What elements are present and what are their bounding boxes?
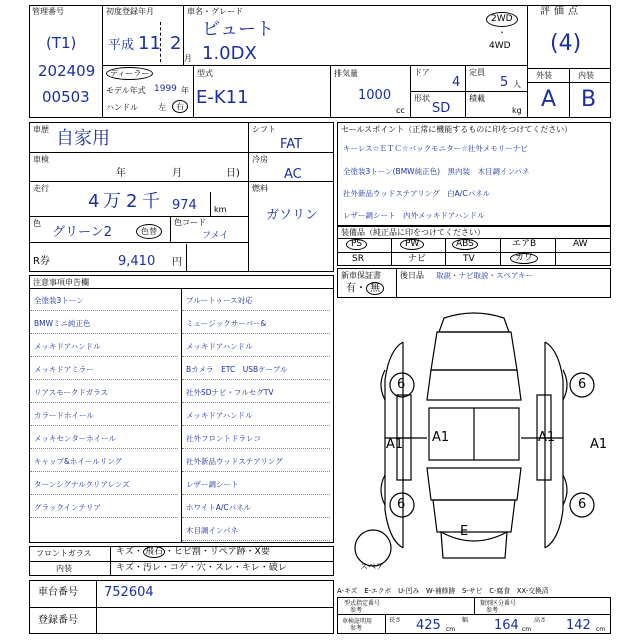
- mileage-v1: 4: [88, 191, 100, 212]
- cap-value: 5: [500, 75, 509, 90]
- equip-navi: ナビ: [408, 254, 427, 264]
- note-item: メッキドアハンドル: [186, 411, 253, 420]
- sales-label: セールスポイント（正常に機能するものに印をつけてください）: [341, 125, 573, 134]
- shift-label: シフト: [252, 125, 276, 134]
- drive-2wd: 2WD: [486, 12, 518, 27]
- dims-width-label: 幅: [462, 617, 469, 624]
- sales-line-2: 全塗装3トーン(BMW純正色) 黒内装 木目調インパネ: [343, 167, 530, 176]
- damage-legend: A-キズ E-エクボ U-凹み W-補修跡 S-サビ C-腐食 XX-交換済: [337, 587, 549, 595]
- sales-line-1: キーレス☆ＥＴＣ☆バックモニター☆社外メモリーナビ: [343, 144, 528, 153]
- reg-month-unit: 月: [184, 54, 192, 63]
- inspection-day: 日): [226, 168, 240, 179]
- car-diagram: [337, 300, 611, 585]
- spare-label: スペア: [360, 562, 384, 571]
- top-header-frame: [29, 5, 611, 118]
- door-label: ドア: [414, 68, 430, 77]
- model-year: 1999: [154, 84, 177, 94]
- aftermarket-value: 取説・ナビ取説・スペアキー: [436, 271, 534, 280]
- mgmt-code: (T1): [46, 34, 77, 52]
- note-item: グラックインテリア: [34, 503, 101, 512]
- sales-line-3: 社外新品ウッドステアリング 白A/Cパネル: [343, 189, 491, 198]
- note-item: カラードホイール: [34, 411, 94, 420]
- load-label: 積載: [469, 94, 485, 103]
- equip-airbag: エアB: [512, 239, 537, 249]
- door-value: 4: [452, 75, 461, 90]
- dims-height: 142: [566, 618, 591, 633]
- dims-ref-label-1: 参考: [350, 607, 363, 614]
- mark-trunk: E: [460, 524, 469, 539]
- rating-label: 評価点: [540, 6, 582, 17]
- recycle-unit: 円: [172, 257, 182, 268]
- dealer-label: [106, 69, 153, 78]
- mark-front-left: 6: [397, 377, 406, 392]
- chassis-value: 752604: [104, 585, 154, 600]
- dims-class-label: 類別区分番号: [480, 600, 517, 607]
- rating-ext-label: 外装: [536, 71, 552, 80]
- note-item: ミュージックサーバー&: [186, 319, 267, 328]
- regnum-label: 登録番号: [38, 615, 78, 626]
- rating-value: (4): [550, 31, 582, 56]
- disp-unit: cc: [396, 106, 405, 115]
- rating-ext: A: [541, 87, 557, 112]
- interior-value: キズ・汚レ・コゲ・穴・スレ・キレ・破レ: [116, 563, 287, 573]
- type-value: E-K11: [196, 87, 249, 108]
- mileage-u2: 千: [142, 191, 160, 212]
- equip-leather: カワ: [510, 253, 538, 264]
- mgmt-label: 管理番号: [32, 7, 64, 16]
- note-item: メッキドアミラー: [34, 365, 94, 374]
- mark-left-side: A1: [386, 437, 404, 452]
- mileage-v3: 974: [172, 198, 197, 213]
- color-code: フメイ: [202, 231, 229, 241]
- dims-length: 425: [416, 618, 441, 633]
- dims-cert-label: 車検証明用: [342, 618, 373, 625]
- dims-length-unit: cm: [446, 626, 456, 633]
- dims-width-unit: cm: [522, 626, 532, 633]
- color-value: グリーン2: [52, 225, 113, 240]
- note-item: 社外新品ウッドステアリング: [186, 457, 283, 466]
- mileage-label: 走行: [33, 184, 49, 193]
- equip-aw: AW: [573, 239, 588, 249]
- dims-width: 164: [494, 618, 519, 633]
- warranty-value: 有・ 無: [346, 284, 384, 293]
- color-code-label: 色コード: [174, 218, 206, 227]
- color-label: 色: [33, 219, 41, 228]
- interior-label: 内装: [56, 564, 72, 573]
- model-year-label: モデル年式: [106, 86, 146, 95]
- ac-label: 冷房: [252, 155, 268, 164]
- note-item: ターンシグナルクリアレンズ: [34, 480, 130, 489]
- ac-value: AC: [284, 167, 302, 182]
- note-item: 全塗装3トーン: [34, 296, 84, 305]
- car-label: 車名・グレード: [187, 7, 243, 16]
- dims-type-label: 型式指定番号: [344, 600, 381, 607]
- fuel-label: 燃料: [252, 184, 268, 193]
- note-item: キャップ&ホイールリング: [34, 457, 123, 466]
- mileage-v2: 2: [126, 191, 138, 212]
- note-item: メッキドアハンドル: [186, 342, 253, 351]
- handle-left: 左: [158, 103, 166, 112]
- mgmt-lot: 202409: [38, 62, 96, 80]
- note-item: レザー調シート: [186, 480, 239, 489]
- dims-ref-label-2: 参考: [486, 607, 499, 614]
- mark-rear-left: 6: [397, 497, 406, 512]
- chassis-label: 車台番号: [38, 587, 78, 598]
- equip-label: 装備品（純正品に印をつけてください）: [341, 228, 485, 237]
- note-item: メッキドアハンドル: [34, 342, 101, 351]
- color-change: 色替: [136, 224, 162, 239]
- note-item: リアスモークドガラス: [34, 388, 108, 397]
- warranty-label: 新車保証書: [341, 271, 381, 280]
- note-item: ホワイトA/Cパネル: [186, 503, 252, 512]
- model-year-unit: 年: [181, 86, 189, 95]
- type-label: 型式: [197, 69, 213, 78]
- drive-dot: ・: [498, 28, 506, 37]
- shape-label: 形状: [414, 94, 430, 103]
- car-grade: 1.0DX: [202, 43, 257, 64]
- mark-rear-right: 6: [578, 497, 587, 512]
- shape-value: SD: [432, 101, 451, 116]
- reg-era: 平成: [108, 38, 135, 53]
- cap-unit: 人: [513, 80, 521, 89]
- reg-label: 初度登録年月: [106, 7, 154, 16]
- equip-abs: ABS: [452, 239, 478, 250]
- handle-label: ハンドル: [106, 103, 138, 112]
- note-item: 社外SDナビ・フルセグTV: [186, 388, 274, 397]
- recycle-label: R券: [33, 256, 50, 267]
- mileage-unit: km: [214, 205, 227, 214]
- dims-ref-label-3: 参考: [350, 625, 363, 632]
- rating-int: B: [581, 87, 597, 112]
- inspection-label: 車検: [33, 155, 49, 164]
- handle-right: 右: [172, 100, 188, 113]
- mgmt-num: 00503: [42, 88, 90, 106]
- mark-right-side: A1: [590, 437, 608, 452]
- note-item: 木目調インパネ: [186, 526, 238, 535]
- aftermarket-label: 後日品: [400, 271, 424, 280]
- equip-sr: SR: [352, 254, 364, 264]
- category-label: 車歴: [33, 125, 49, 134]
- equip-pw: PW: [400, 239, 424, 250]
- note-item: メッキセンターホイール: [34, 434, 117, 443]
- equip-tv: TV: [463, 254, 475, 264]
- inspection-month: 月: [172, 168, 182, 179]
- disp-value: 1000: [358, 88, 392, 103]
- dims-height-unit: cm: [596, 626, 606, 633]
- reg-year: 11: [138, 33, 161, 54]
- mark-front-right: 6: [578, 377, 587, 392]
- sales-line-4: レザー調シート 内外メッキドアハンドル: [343, 211, 485, 220]
- note-item: ブルートゥース対応: [186, 296, 253, 305]
- glass-label: フロントガラス: [36, 549, 92, 558]
- spare-tire: [355, 530, 391, 566]
- note-item: Bカメラ ETC USBケーブル: [186, 365, 288, 374]
- load-unit: kg: [512, 106, 522, 115]
- mark-left-mid: A1: [432, 430, 450, 445]
- reg-month: 2: [170, 33, 182, 54]
- rating-int-label: 内装: [578, 71, 594, 80]
- cap-label: 定員: [469, 68, 485, 77]
- note-item: BMWミニ純正色: [34, 319, 91, 328]
- recycle-value: 9,410: [118, 254, 156, 269]
- inspection-year: 年: [116, 168, 126, 179]
- shift-value: FAT: [280, 137, 303, 152]
- fuel-value: ガソリン: [266, 208, 319, 223]
- disp-label: 排気量: [334, 69, 358, 78]
- equip-ps: PS: [346, 239, 367, 250]
- mileage-u1: 万: [103, 191, 121, 212]
- dims-height-label: 高さ: [534, 617, 547, 624]
- note-item: 社外フロントドラレコ: [186, 434, 261, 443]
- dims-length-label: 長さ: [389, 617, 402, 624]
- glass-value: キズ・ 飛石 ・ヒビ割・リペア跡・X要: [116, 547, 270, 557]
- mark-right-mid: A1: [538, 430, 556, 445]
- notes-label: 注意事項申告欄: [33, 278, 89, 287]
- dealer-circled: ディーラー: [106, 67, 153, 80]
- drive-4wd: 4WD: [489, 41, 511, 51]
- category-value: 自家用: [56, 128, 110, 149]
- car-name: ビュート: [202, 19, 274, 40]
